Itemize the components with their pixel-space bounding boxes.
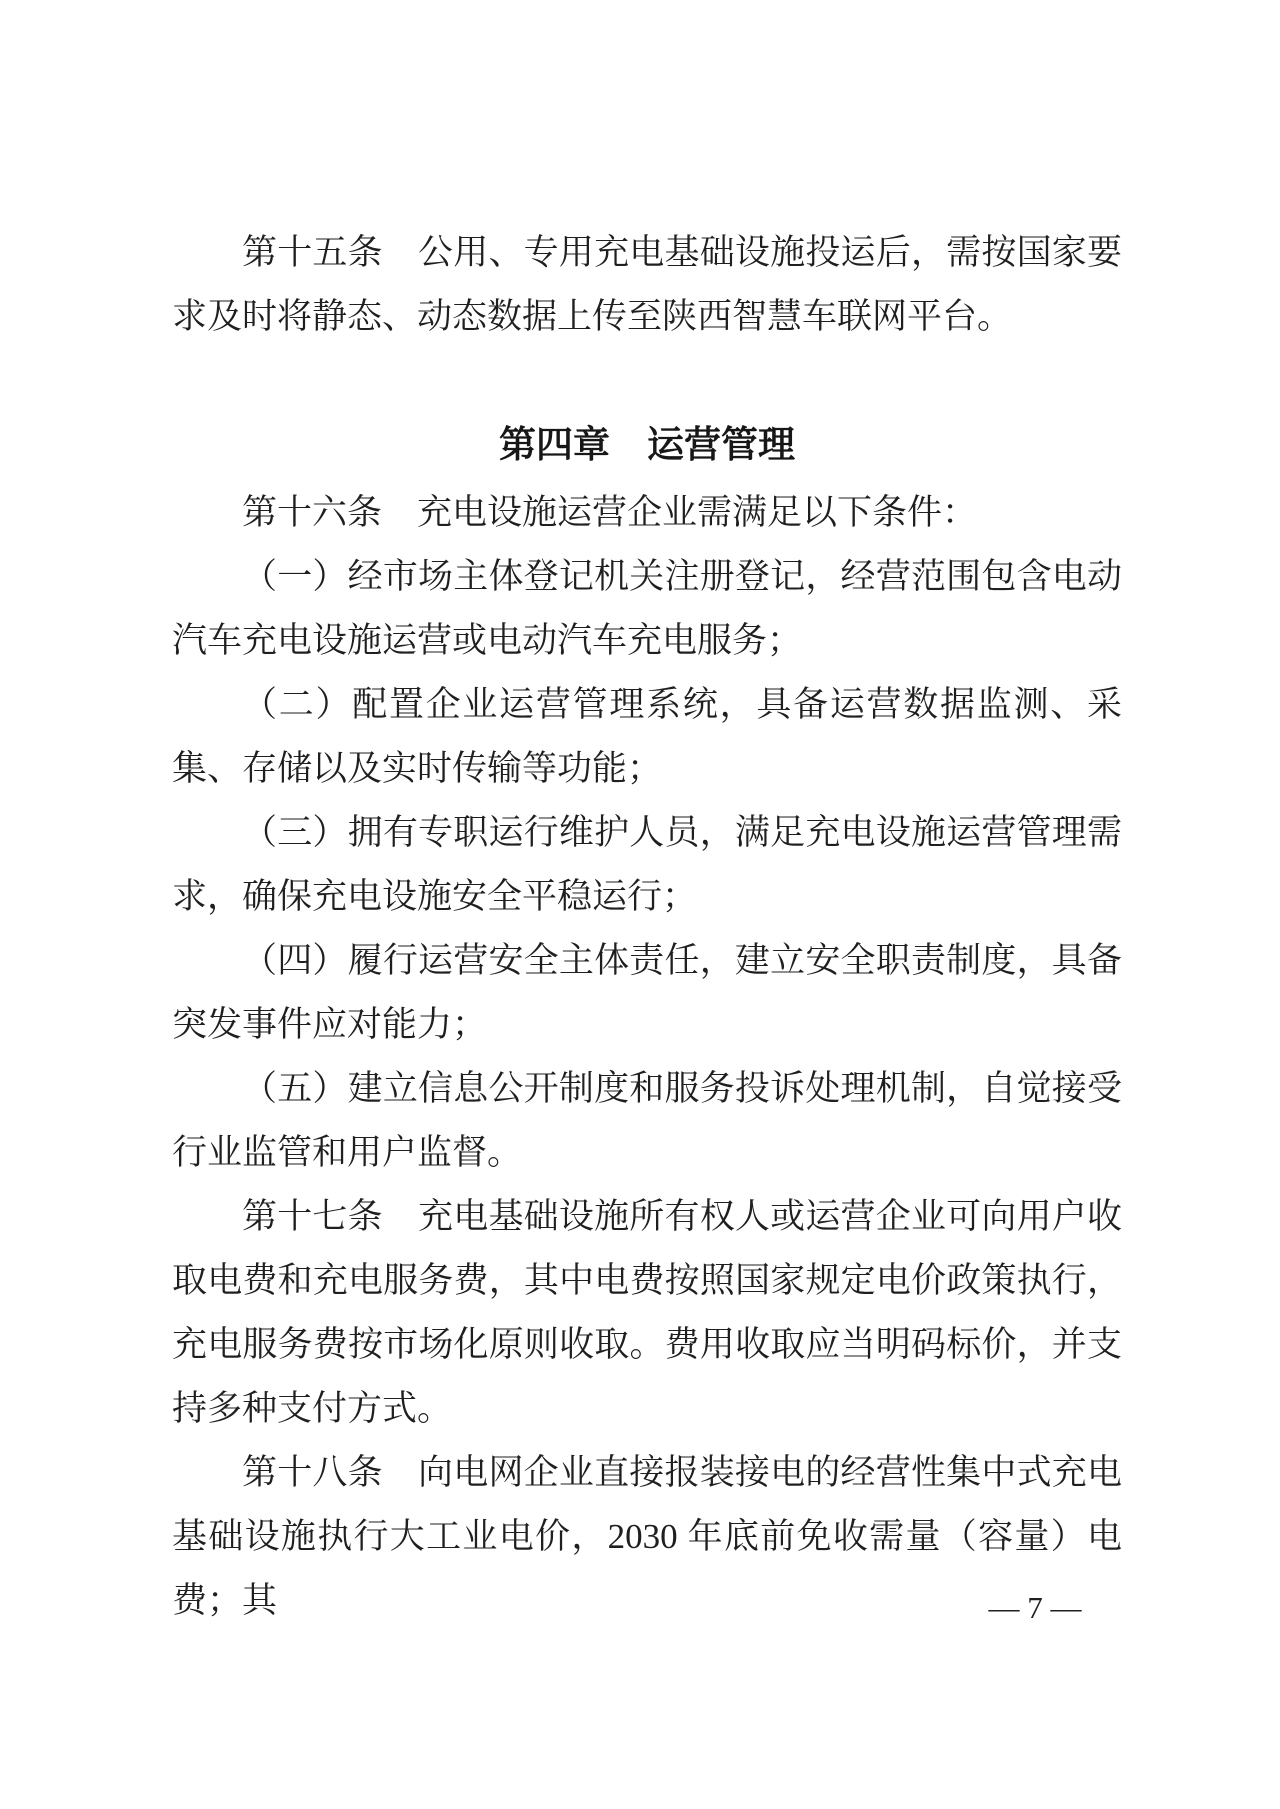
paragraph-article-17: 第十七条 充电基础设施所有权人或运营企业可向用户收取电费和充电服务费，其中电费按照国家规定电价政策执行，充电服务费按市场化原则收取。费用收取应当明码标价，并支持多种支付方式。	[172, 1197, 1122, 1428]
paragraph-article-16-item-3: （三）拥有专职运行维护人员，满足充电设施运营管理需求，确保充电设施安全平稳运行；	[172, 813, 1122, 916]
paragraph-article-16-intro: 第十六条 充电设施运营企业需满足以下条件：	[242, 493, 978, 532]
paragraph-article-16-item-5: （五）建立信息公开制度和服务投诉处理机制，自觉接受行业监管和用户监督。	[172, 1069, 1122, 1172]
page-number: — 7 —	[988, 1590, 1082, 1625]
paragraph-article-16-item-1: （一）经市场主体登记机关注册登记，经营范围包含电动汽车充电设施运营或电动汽车充电服务；	[172, 557, 1122, 660]
paragraph-article-16-item-4: （四）履行运营安全主体责任，建立安全职责制度，具备突发事件应对能力；	[172, 941, 1122, 1044]
paragraph-article-18-partial: 第十八条 向电网企业直接报装接电的经营性集中式充电基础设施执行大工业电价，2030 年底前免收需量（容量）电费；其	[172, 1453, 1122, 1620]
paragraph-article-16-item-2: （二）配置企业运营管理系统，具备运营数据监测、采集、存储以及实时传输等功能；	[172, 685, 1122, 788]
document-body	[172, 221, 1122, 1633]
chapter-4-heading: 第四章 运营管理	[499, 424, 795, 465]
paragraph-article-15: 第十五条 公用、专用充电基础设施投运后，需按国家要求及时将静态、动态数据上传至陕西智慧车联网平台。	[172, 233, 1122, 336]
